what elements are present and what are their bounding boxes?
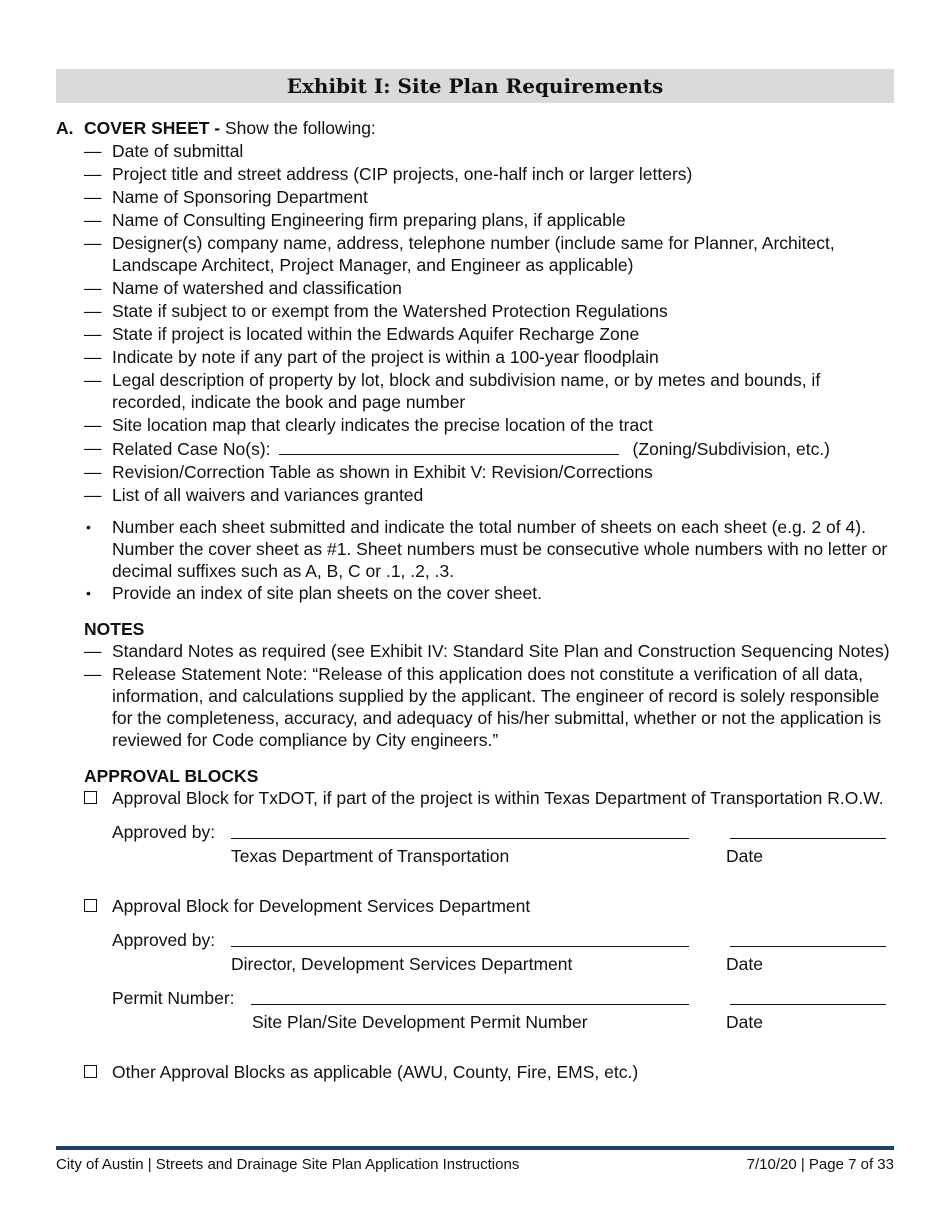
dash-mark: — — [84, 415, 102, 435]
footer-page-info: 7/10/20 | Page 7 of 33 — [746, 1156, 894, 1173]
list-item: — Revision/Correction Table as shown in Exhibit V: Revision/Corrections — [84, 462, 653, 482]
dash-mark: — — [84, 278, 102, 298]
dash-mark: — — [84, 233, 102, 253]
permit-number-label: Permit Number: — [112, 988, 235, 1008]
permit-signature-row — [56, 987, 894, 1009]
dash-mark: — — [84, 301, 102, 321]
other-approval-item — [56, 1061, 894, 1083]
txdot-caption-row — [56, 845, 894, 867]
dash-mark: — — [84, 347, 102, 367]
related-case-suffix: (Zoning/Subdivision, etc.) — [632, 439, 831, 459]
notes-section — [56, 618, 894, 751]
permit-caption: Site Plan/Site Development Permit Number — [252, 1012, 588, 1032]
list-item: — State if subject to or exempt from the Watershed Protection Regulations — [84, 301, 668, 321]
cover-sheet-list — [56, 140, 894, 506]
permit-number-line[interactable] — [251, 1004, 689, 1005]
list-item: — State if project is located within the Edwards Aquifer Recharge Zone — [84, 324, 640, 344]
footer-document-title: City of Austin | Streets and Drainage Site Plan Application Instructions — [56, 1156, 520, 1173]
approval-heading: APPROVAL BLOCKS — [84, 766, 259, 786]
list-item: — List of all waivers and variances granted — [84, 485, 424, 505]
list-item: — Standard Notes as required (see Exhibit IV: Standard Site Plan and Construction Sequencing Notes) — [84, 641, 890, 661]
notes-list — [56, 640, 894, 751]
list-item: — Site location map that clearly indicates the precise location of the tract — [84, 415, 653, 435]
dsd-caption: Director, Development Services Department — [231, 954, 573, 974]
permit-date-label: Date — [726, 1012, 763, 1032]
dash-mark: — — [84, 485, 102, 505]
txdot-date-label: Date — [726, 846, 763, 866]
approval-blocks-section — [56, 765, 894, 1083]
permit-date-line[interactable] — [730, 1004, 886, 1005]
footer-rule — [56, 1146, 894, 1150]
section-letter: A. — [56, 118, 74, 138]
list-item: — Release Statement Note: “Release of this application does not constitute a verification of all data, information, and calculations supplied by the applicant. The engineer of record is solely responsible for the completeness, accuracy, and adequacy of his/her submittal, whether or not the application is reviewed for Code compliance by City engineers.” — [84, 664, 882, 750]
related-case-label: Related Case No(s): — [112, 439, 271, 459]
bullet-item: • Number each sheet submitted and indicate the total number of sheets on each sheet (e.g. 2 of 4). Number the cover sheet as #1. Sheet numbers must be consecutive whole numbers with no letter or decimal suffixes such as A, B, C or .1, .2, .3. — [86, 517, 888, 581]
txdot-caption: Texas Department of Transportation — [231, 846, 510, 866]
list-item: — Project title and street address (CIP projects, one-half inch or larger letters) — [84, 164, 693, 184]
permit-caption-row — [56, 1011, 894, 1033]
dash-mark: — — [84, 438, 102, 458]
list-item: — Name of Consulting Engineering firm preparing plans, if applicable — [84, 210, 626, 230]
list-item: — Designer(s) company name, address, telephone number (include same for Planner, Architect, Landscape Architect, Project Manager, and Engineer as applicable) — [84, 233, 835, 275]
dash-mark: — — [84, 462, 102, 482]
dash-mark: — — [84, 324, 102, 344]
section-a — [56, 117, 894, 1083]
notes-heading: NOTES — [84, 619, 145, 639]
bullet-item: • Provide an index of site plan sheets on the cover sheet. — [86, 583, 542, 603]
dsd-signature-row — [56, 929, 894, 951]
dsd-approval-item — [56, 895, 894, 917]
dash-mark: — — [84, 141, 102, 161]
related-case-line — [56, 437, 894, 460]
dash-mark: — — [84, 641, 102, 661]
txdot-checkbox[interactable] — [84, 791, 97, 804]
dsd-approval-text: Approval Block for Development Services Department — [112, 896, 531, 916]
txdot-approval-text: Approval Block for TxDOT, if part of the project is within Texas Department of Transportation R.O.W. — [112, 788, 884, 808]
dsd-date-label: Date — [726, 954, 763, 974]
section-heading-rest: Show the following: — [220, 118, 376, 138]
txdot-signature-line[interactable] — [231, 838, 689, 839]
related-case-blank — [279, 437, 619, 455]
dash-mark: — — [84, 370, 102, 390]
section-a-heading — [56, 117, 894, 139]
list-item: — Date of submittal — [84, 141, 244, 161]
dsd-approved-by-label: Approved by: — [112, 930, 216, 950]
list-item: — Name of Sponsoring Department — [84, 187, 368, 207]
txdot-date-line[interactable] — [730, 838, 886, 839]
txdot-approved-by-label: Approved by: — [112, 822, 216, 842]
other-approval-text: Other Approval Blocks as applicable (AWU, County, Fire, EMS, etc.) — [112, 1062, 639, 1082]
dash-mark: — — [84, 664, 102, 684]
page-title: Exhibit I: Site Plan Requirements — [56, 69, 894, 103]
dash-mark: — — [84, 187, 102, 207]
dsd-caption-row — [56, 953, 894, 975]
dsd-date-line[interactable] — [730, 946, 886, 947]
list-item: — Indicate by note if any part of the project is within a 100-year floodplain — [84, 347, 659, 367]
txdot-approval-item — [56, 787, 894, 809]
dsd-checkbox[interactable] — [84, 899, 97, 912]
dash-mark: — — [84, 210, 102, 230]
section-heading-bold: COVER SHEET - — [84, 118, 221, 138]
dsd-signature-line[interactable] — [231, 946, 689, 947]
list-item: — Legal description of property by lot, block and subdivision name, or by metes and bounds, if recorded, indicate the book and page number — [84, 370, 821, 412]
dash-mark: — — [84, 164, 102, 184]
cover-sheet-bullets — [56, 516, 894, 604]
bullet-mark: • — [86, 585, 91, 601]
txdot-signature-row — [56, 821, 894, 843]
list-item: — Name of watershed and classification — [84, 278, 402, 298]
other-checkbox[interactable] — [84, 1065, 97, 1078]
bullet-mark: • — [86, 519, 91, 535]
